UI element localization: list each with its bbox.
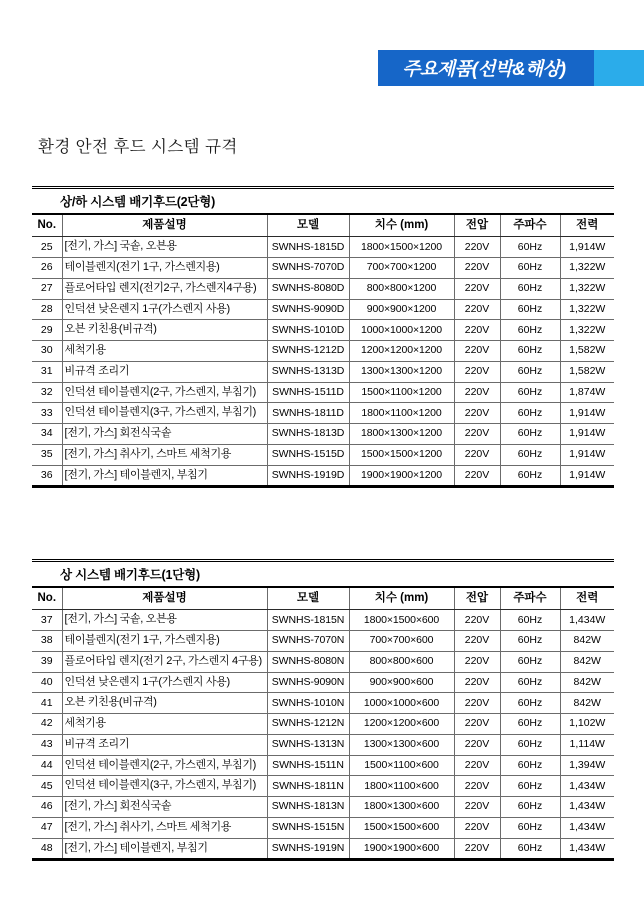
cell-voltage: 220V [454, 320, 500, 341]
table-row [32, 361, 614, 382]
table-row [32, 320, 614, 341]
cell-no: 29 [32, 320, 62, 341]
cell-power: 1,914W [560, 444, 614, 465]
column-header-desc: 제품설명 [62, 588, 267, 610]
cell-desc: [전기, 가스] 테이블렌지, 부침기 [62, 465, 267, 487]
cell-no: 44 [32, 755, 62, 776]
header-banner [378, 50, 644, 86]
cell-desc: [전기, 가스] 국솥, 오븐용 [62, 237, 267, 258]
cell-voltage: 220V [454, 776, 500, 797]
column-header-volt: 전압 [454, 215, 500, 237]
cell-model: SWNHS-1313N [267, 734, 349, 755]
column-header-no: No. [32, 215, 62, 237]
cell-power: 1,434W [560, 817, 614, 838]
cell-dimension: 800×800×600 [349, 651, 454, 672]
cell-power: 1,434W [560, 797, 614, 818]
cell-dimension: 1800×1300×600 [349, 797, 454, 818]
cell-model: SWNHS-9090N [267, 672, 349, 693]
cell-model: SWNHS-7070N [267, 631, 349, 652]
cell-model: SWNHS-1815D [267, 237, 349, 258]
cell-desc: 비규격 조리기 [62, 361, 267, 382]
cell-frequency: 60Hz [500, 817, 560, 838]
cell-desc: 테이블렌지(전기 1구, 가스렌지용) [62, 258, 267, 279]
spec-table-block-2stage [32, 186, 614, 488]
table-row [32, 403, 614, 424]
cell-power: 842W [560, 651, 614, 672]
cell-voltage: 220V [454, 444, 500, 465]
cell-dimension: 1500×1100×1200 [349, 382, 454, 403]
table-row [32, 237, 614, 258]
cell-no: 37 [32, 610, 62, 631]
cell-frequency: 60Hz [500, 424, 560, 445]
cell-power: 842W [560, 631, 614, 652]
cell-model: SWNHS-1010D [267, 320, 349, 341]
cell-voltage: 220V [454, 361, 500, 382]
cell-model: SWNHS-1815N [267, 610, 349, 631]
cell-voltage: 220V [454, 403, 500, 424]
cell-model: SWNHS-1313D [267, 361, 349, 382]
banner-label: 주요제품(선박&해상) [402, 58, 566, 79]
cell-model: SWNHS-1212N [267, 714, 349, 735]
cell-dimension: 1200×1200×600 [349, 714, 454, 735]
cell-voltage: 220V [454, 693, 500, 714]
cell-no: 45 [32, 776, 62, 797]
table-row [32, 278, 614, 299]
cell-desc: [전기, 가스] 회전식국솥 [62, 424, 267, 445]
column-header-freq: 주파수 [500, 215, 560, 237]
cell-model: SWNHS-1212D [267, 341, 349, 362]
cell-model: SWNHS-1010N [267, 693, 349, 714]
cell-no: 28 [32, 299, 62, 320]
table-header-row [32, 588, 614, 610]
cell-model: SWNHS-9090D [267, 299, 349, 320]
cell-voltage: 220V [454, 734, 500, 755]
cell-frequency: 60Hz [500, 651, 560, 672]
cell-voltage: 220V [454, 237, 500, 258]
table-body-1stage [32, 610, 614, 860]
cell-desc: 비규격 조리기 [62, 734, 267, 755]
cell-voltage: 220V [454, 631, 500, 652]
cell-model: SWNHS-7070D [267, 258, 349, 279]
table-row [32, 672, 614, 693]
cell-frequency: 60Hz [500, 361, 560, 382]
cell-no: 34 [32, 424, 62, 445]
banner-accent-strip [594, 50, 644, 86]
cell-voltage: 220V [454, 651, 500, 672]
cell-model: SWNHS-1511N [267, 755, 349, 776]
cell-frequency: 60Hz [500, 237, 560, 258]
table-row [32, 714, 614, 735]
spec-table-2stage [32, 215, 614, 488]
column-header-power: 전력 [560, 215, 614, 237]
cell-desc: 플로어타입 렌지(전기 2구, 가스렌지 4구용) [62, 651, 267, 672]
cell-frequency: 60Hz [500, 465, 560, 487]
cell-dimension: 1500×1500×600 [349, 817, 454, 838]
section-title-1stage: 상 시스템 배기후드(1단형) [32, 559, 614, 588]
cell-no: 30 [32, 341, 62, 362]
table-body-2stage [32, 237, 614, 487]
cell-power: 1,582W [560, 361, 614, 382]
cell-voltage: 220V [454, 797, 500, 818]
cell-model: SWNHS-1515N [267, 817, 349, 838]
cell-no: 26 [32, 258, 62, 279]
cell-model: SWNHS-1511D [267, 382, 349, 403]
column-header-desc: 제품설명 [62, 215, 267, 237]
cell-desc: 오븐 키친용(비규격) [62, 320, 267, 341]
cell-model: SWNHS-1813D [267, 424, 349, 445]
column-header-volt: 전압 [454, 588, 500, 610]
cell-frequency: 60Hz [500, 320, 560, 341]
cell-dimension: 1500×1500×1200 [349, 444, 454, 465]
cell-frequency: 60Hz [500, 341, 560, 362]
cell-dimension: 1300×1300×1200 [349, 361, 454, 382]
cell-desc: 오븐 키친용(비규격) [62, 693, 267, 714]
cell-frequency: 60Hz [500, 258, 560, 279]
cell-desc: 세척기용 [62, 714, 267, 735]
cell-no: 43 [32, 734, 62, 755]
table-header-row [32, 215, 614, 237]
cell-dimension: 1900×1900×1200 [349, 465, 454, 487]
cell-desc: 플로어타입 렌지(전기2구, 가스렌지4구용) [62, 278, 267, 299]
cell-model: SWNHS-1813N [267, 797, 349, 818]
cell-dimension: 1800×1100×1200 [349, 403, 454, 424]
cell-power: 1,322W [560, 258, 614, 279]
cell-dimension: 700×700×1200 [349, 258, 454, 279]
cell-frequency: 60Hz [500, 278, 560, 299]
cell-model: SWNHS-1919D [267, 465, 349, 487]
cell-model: SWNHS-8080N [267, 651, 349, 672]
table-row [32, 755, 614, 776]
table-row [32, 838, 614, 860]
column-header-power: 전력 [560, 588, 614, 610]
cell-power: 1,322W [560, 320, 614, 341]
cell-power: 1,322W [560, 278, 614, 299]
table-row [32, 651, 614, 672]
cell-frequency: 60Hz [500, 299, 560, 320]
cell-frequency: 60Hz [500, 444, 560, 465]
cell-desc: 세척기용 [62, 341, 267, 362]
page-title: 환경 안전 후드 시스템 규격 [38, 138, 238, 156]
column-header-no: No. [32, 588, 62, 610]
cell-dimension: 1200×1200×1200 [349, 341, 454, 362]
cell-desc: 인덕션 테이블렌지(3구, 가스렌지, 부침기) [62, 403, 267, 424]
cell-desc: [전기, 가스] 취사기, 스마트 세척기용 [62, 817, 267, 838]
cell-no: 47 [32, 817, 62, 838]
cell-frequency: 60Hz [500, 755, 560, 776]
cell-power: 1,322W [560, 299, 614, 320]
cell-desc: [전기, 가스] 테이블렌지, 부침기 [62, 838, 267, 860]
cell-no: 35 [32, 444, 62, 465]
cell-power: 1,874W [560, 382, 614, 403]
cell-no: 48 [32, 838, 62, 860]
cell-power: 1,434W [560, 838, 614, 860]
cell-power: 1,434W [560, 610, 614, 631]
cell-no: 41 [32, 693, 62, 714]
table-row [32, 424, 614, 445]
cell-voltage: 220V [454, 672, 500, 693]
table-row [32, 299, 614, 320]
cell-frequency: 60Hz [500, 403, 560, 424]
cell-frequency: 60Hz [500, 714, 560, 735]
cell-voltage: 220V [454, 278, 500, 299]
cell-no: 27 [32, 278, 62, 299]
cell-voltage: 220V [454, 838, 500, 860]
cell-desc: [전기, 가스] 회전식국솥 [62, 797, 267, 818]
table-row [32, 693, 614, 714]
cell-frequency: 60Hz [500, 797, 560, 818]
cell-frequency: 60Hz [500, 734, 560, 755]
cell-model: SWNHS-1811D [267, 403, 349, 424]
cell-power: 1,114W [560, 734, 614, 755]
cell-desc: 인덕션 테이블렌지(3구, 가스렌지, 부침기) [62, 776, 267, 797]
cell-no: 36 [32, 465, 62, 487]
cell-model: SWNHS-1919N [267, 838, 349, 860]
cell-frequency: 60Hz [500, 672, 560, 693]
cell-frequency: 60Hz [500, 776, 560, 797]
cell-power: 1,914W [560, 403, 614, 424]
cell-no: 40 [32, 672, 62, 693]
cell-voltage: 220V [454, 424, 500, 445]
cell-dimension: 900×900×1200 [349, 299, 454, 320]
section-title-2stage: 상/하 시스템 배기후드(2단형) [32, 186, 614, 215]
table-row [32, 797, 614, 818]
column-header-dim: 치수 (mm) [349, 588, 454, 610]
cell-no: 38 [32, 631, 62, 652]
cell-power: 1,582W [560, 341, 614, 362]
cell-desc: [전기, 가스] 취사기, 스마트 세척기용 [62, 444, 267, 465]
cell-no: 25 [32, 237, 62, 258]
cell-voltage: 220V [454, 755, 500, 776]
cell-voltage: 220V [454, 817, 500, 838]
banner-main-block [378, 50, 594, 86]
cell-frequency: 60Hz [500, 631, 560, 652]
table-row [32, 444, 614, 465]
cell-dimension: 800×800×1200 [349, 278, 454, 299]
cell-dimension: 1000×1000×1200 [349, 320, 454, 341]
cell-dimension: 1800×1300×1200 [349, 424, 454, 445]
cell-frequency: 60Hz [500, 382, 560, 403]
cell-dimension: 1900×1900×600 [349, 838, 454, 860]
cell-voltage: 220V [454, 382, 500, 403]
spec-table-1stage [32, 588, 614, 861]
cell-power: 842W [560, 693, 614, 714]
cell-desc: 인덕션 테이블렌지(2구, 가스렌지, 부침기) [62, 382, 267, 403]
cell-no: 32 [32, 382, 62, 403]
cell-frequency: 60Hz [500, 693, 560, 714]
cell-model: SWNHS-8080D [267, 278, 349, 299]
cell-dimension: 1000×1000×600 [349, 693, 454, 714]
cell-voltage: 220V [454, 465, 500, 487]
table-row [32, 610, 614, 631]
cell-desc: 인덕션 낮은렌지 1구(가스렌지 사용) [62, 672, 267, 693]
table-row [32, 734, 614, 755]
cell-no: 42 [32, 714, 62, 735]
table-row [32, 382, 614, 403]
cell-voltage: 220V [454, 341, 500, 362]
cell-power: 1,914W [560, 424, 614, 445]
cell-model: SWNHS-1515D [267, 444, 349, 465]
cell-power: 1,914W [560, 465, 614, 487]
cell-power: 1,394W [560, 755, 614, 776]
cell-voltage: 220V [454, 610, 500, 631]
cell-power: 1,102W [560, 714, 614, 735]
cell-no: 31 [32, 361, 62, 382]
table-row [32, 817, 614, 838]
table-row [32, 465, 614, 487]
cell-power: 1,914W [560, 237, 614, 258]
cell-desc: [전기, 가스] 국솥, 오븐용 [62, 610, 267, 631]
column-header-model: 모델 [267, 588, 349, 610]
cell-no: 46 [32, 797, 62, 818]
column-header-freq: 주파수 [500, 588, 560, 610]
cell-voltage: 220V [454, 258, 500, 279]
cell-frequency: 60Hz [500, 610, 560, 631]
cell-dimension: 700×700×600 [349, 631, 454, 652]
cell-voltage: 220V [454, 299, 500, 320]
table-row [32, 258, 614, 279]
cell-no: 33 [32, 403, 62, 424]
table-row [32, 341, 614, 362]
cell-frequency: 60Hz [500, 838, 560, 860]
cell-desc: 인덕션 낮은렌지 1구(가스렌지 사용) [62, 299, 267, 320]
cell-dimension: 1800×1100×600 [349, 776, 454, 797]
cell-dimension: 900×900×600 [349, 672, 454, 693]
table-row [32, 776, 614, 797]
cell-desc: 테이블렌지(전기 1구, 가스렌지용) [62, 631, 267, 652]
cell-dimension: 1800×1500×600 [349, 610, 454, 631]
cell-desc: 인덕션 테이블렌지(2구, 가스렌지, 부침기) [62, 755, 267, 776]
cell-model: SWNHS-1811N [267, 776, 349, 797]
cell-dimension: 1800×1500×1200 [349, 237, 454, 258]
spec-table-block-1stage [32, 559, 614, 861]
cell-no: 39 [32, 651, 62, 672]
cell-dimension: 1500×1100×600 [349, 755, 454, 776]
table-row [32, 631, 614, 652]
cell-voltage: 220V [454, 714, 500, 735]
cell-power: 842W [560, 672, 614, 693]
cell-dimension: 1300×1300×600 [349, 734, 454, 755]
column-header-model: 모델 [267, 215, 349, 237]
cell-power: 1,434W [560, 776, 614, 797]
column-header-dim: 치수 (mm) [349, 215, 454, 237]
